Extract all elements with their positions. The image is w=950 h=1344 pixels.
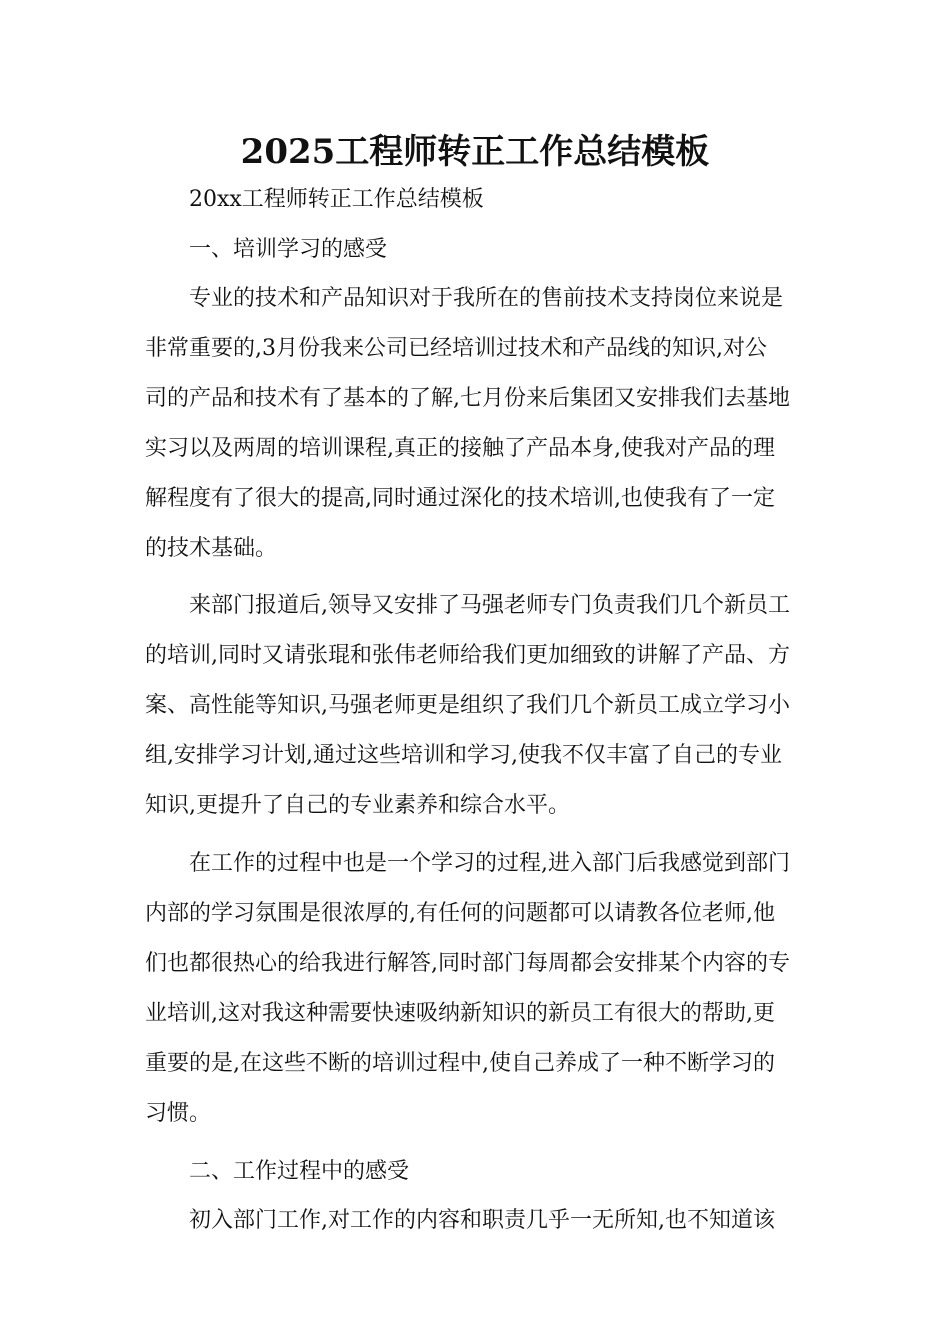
paragraph-line: 初入部门工作,对工作的内容和职责几乎一无所知,也不知道该	[189, 1208, 775, 1234]
body-paragraph	[145, 274, 809, 573]
paragraph-line: 内部的学习氛围是很浓厚的,有任何的问题都可以请教各位老师,他	[145, 900, 775, 926]
body-paragraph	[145, 839, 809, 1138]
paragraph-line: 们也都很热心的给我进行解答,同时部门每周都会安排某个内容的专	[145, 950, 790, 976]
document-title: 2025工程师转正工作总结模板	[240, 132, 710, 172]
paragraph-line: 知识,更提升了自己的专业素养和综合水平。	[145, 793, 570, 819]
document-body	[145, 183, 809, 1246]
paragraph-line: 案、高性能等知识,马强老师更是组织了我们几个新员工成立学习小	[145, 693, 790, 719]
paragraph-line: 在工作的过程中也是一个学习的过程,进入部门后我感觉到部门	[189, 850, 790, 876]
paragraph-line: 来部门报道后,领导又安排了马强老师专门负责我们几个新员工	[189, 593, 790, 619]
paragraph-line: 非常重要的,3月份我来公司已经培训过技术和产品线的知识,对公	[145, 335, 767, 361]
paragraph-line: 习惯。	[145, 1100, 212, 1126]
paragraph-line: 业培训,这对我这种需要快速吸纳新知识的新员工有很大的帮助,更	[145, 1000, 775, 1026]
document-subtitle: 20xx工程师转正工作总结模板	[189, 187, 484, 212]
body-paragraph	[145, 581, 809, 831]
paragraph-line: 解程度有了很大的提高,同时通过深化的技术培训,也使我有了一定	[145, 485, 775, 511]
paragraph-line: 组,安排学习计划,通过这些培训和学习,使我不仅丰富了自己的专业	[145, 743, 782, 769]
body-paragraph	[145, 1196, 809, 1246]
section-heading: 一、培训学习的感受	[189, 237, 388, 262]
paragraph-line: 实习以及两周的培训课程,真正的接触了产品本身,使我对产品的理	[145, 435, 775, 461]
section-heading: 二、工作过程中的感受	[189, 1159, 410, 1185]
paragraph-line: 的培训,同时又请张琨和张伟老师给我们更加细致的讲解了产品、方	[145, 643, 790, 669]
paragraph-line: 重要的是,在这些不断的培训过程中,使自己养成了一种不断学习的	[145, 1050, 775, 1076]
paragraph-container	[145, 233, 809, 1246]
paragraph-line: 司的产品和技术有了基本的了解,七月份来后集团又安排我们去基地	[145, 385, 790, 411]
paragraph-line: 的技术基础。	[145, 535, 278, 561]
paragraph-line: 专业的技术和产品知识对于我所在的售前技术支持岗位来说是	[189, 286, 784, 311]
